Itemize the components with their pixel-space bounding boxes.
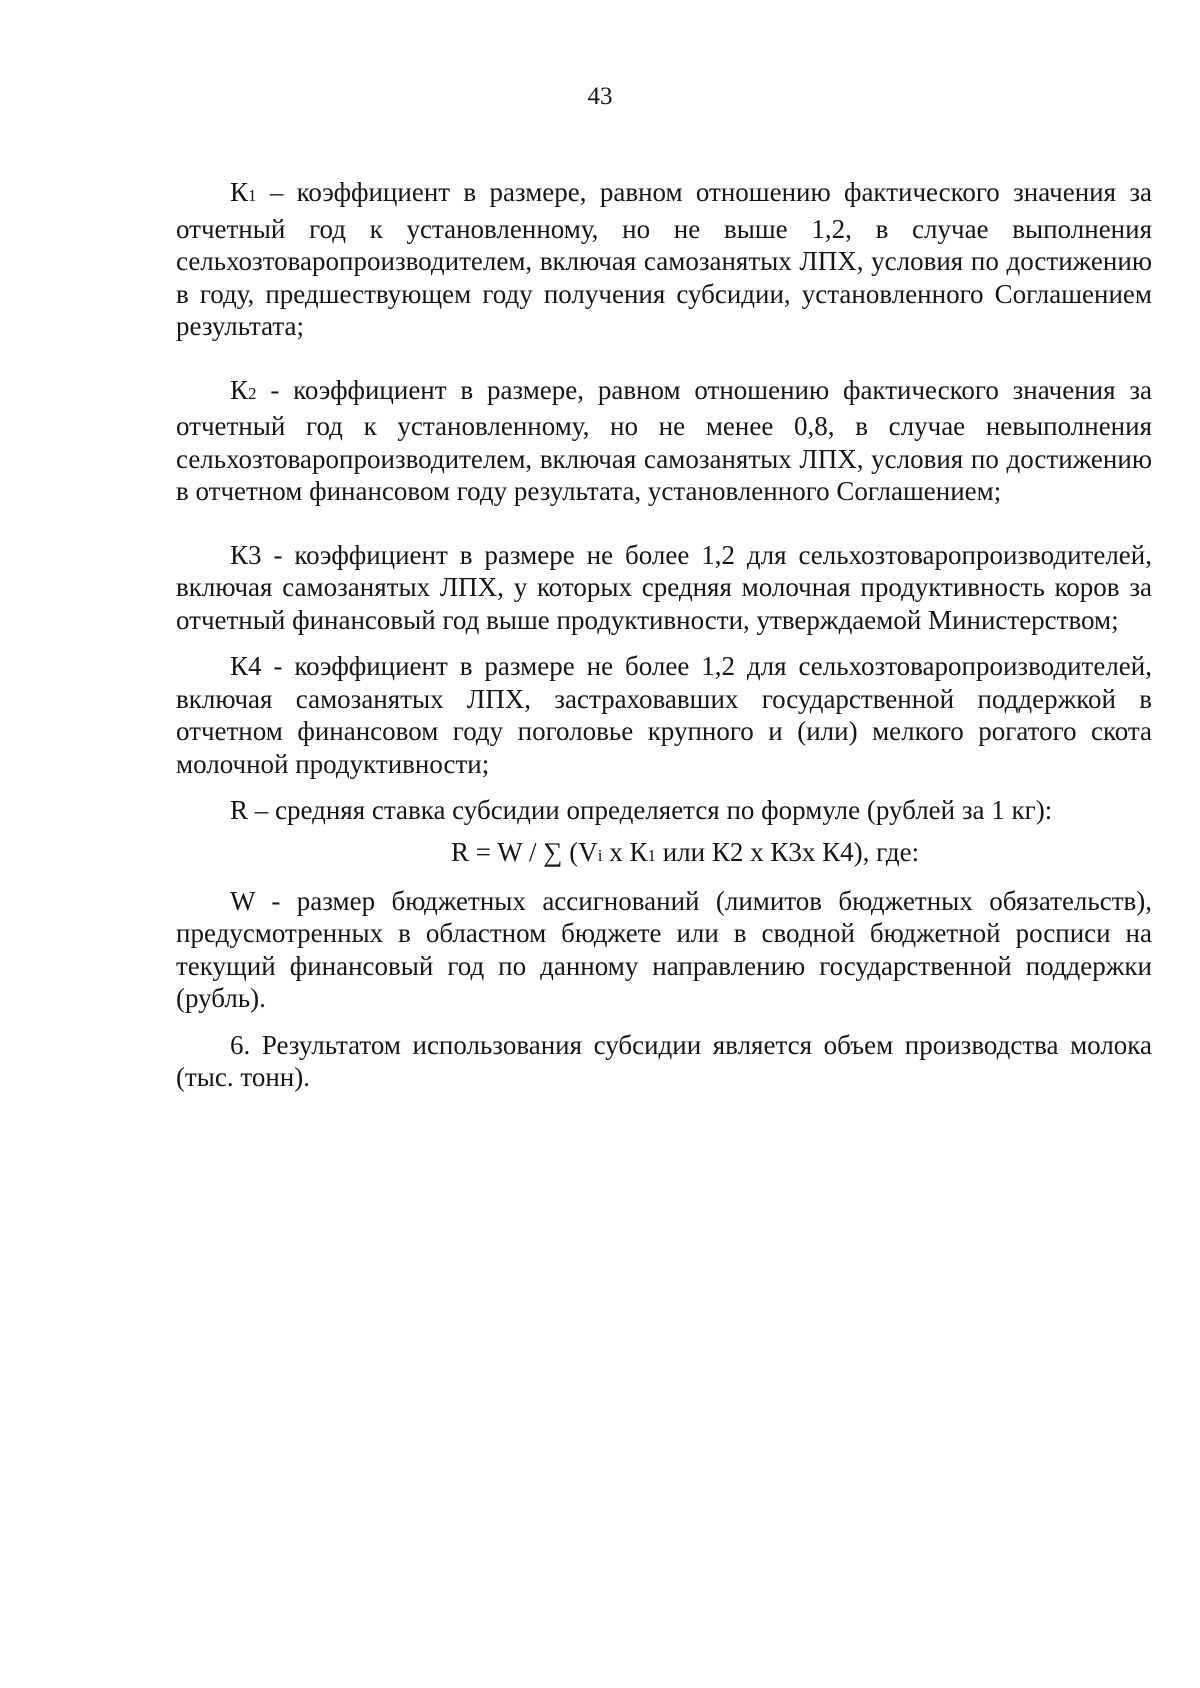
- paragraph-k4: [176, 650, 1152, 780]
- paragraph-w: W - размер бюджетных ассигнований (лимитов бюджетных обязательств), предусмотренных в областном бюджете или в сводной бюджетной росписи на текущий финансовый год по данному направлению государственной поддержки (рубль).: [176, 885, 1152, 1013]
- paragraph-item-6: 6. Результатом использования субсидии является объем производства молока (тыс. тонн).: [176, 1029, 1152, 1092]
- formula-part3: или К2 х К3х К4), где:: [655, 836, 920, 867]
- k2-symbol: К: [230, 374, 249, 405]
- k2-text: - коэффициент в размере, равном отношению фактического значения за отчетный год к установленному, но не менее 0,8, в случае невыполнения сельхозтоваропроизводителем, включая самозанятых ЛПХ, условия по достижению в отчетном финансовом году результата, установленного Соглашением;: [176, 374, 1152, 506]
- formula-sub-i: i: [597, 845, 603, 865]
- paragraph-k3: [176, 539, 1152, 637]
- paragraph-k2: [176, 374, 1152, 508]
- k2-index: 2: [248, 383, 257, 403]
- k1-index: 1: [248, 186, 257, 205]
- k3-text: - коэффициент в размере не более 1,2 для сельхозтоваропроизводителей, включая самозанятых ЛПХ, у которых средняя молочная продуктивность коров за отчетный финансовый год выше продуктивности, утверждаемой Министерством;: [176, 539, 1152, 635]
- formula-part2: х К: [602, 836, 648, 867]
- paragraph-k1: [176, 176, 1152, 343]
- formula: [176, 835, 1152, 873]
- k1-text: – коэффициент в размере, равном отношению фактического значения за отчетный год к установленному, но не выше 1,2, в случае выполнения сельхозтоваропроизводителем, включая самозанятых ЛПХ, условия по достижению в году, предшествующем году получения субсидии, установленного Соглашением результата;: [176, 177, 1152, 341]
- page-number: 43: [587, 83, 613, 110]
- document-body: [176, 176, 1152, 1094]
- k4-text: - коэффициент в размере не более 1,2 для сельхозтоваропроизводителей, включая самозанятых ЛПХ, застраховавших государственной поддержкой в отчетном финансовом году поголовье крупного и (или) мелкого рогатого скота молочной продуктивности;: [176, 651, 1152, 779]
- k1-symbol: К: [230, 177, 249, 207]
- formula-sub-1: 1: [647, 845, 656, 865]
- paragraph-r: R – средняя ставка субсидии определяется по формуле (рублей за 1 кг):: [230, 795, 1053, 825]
- k3-symbol: К3: [230, 539, 262, 570]
- k4-symbol: К4: [230, 651, 262, 681]
- formula-part1: R = W / ∑ (V: [451, 836, 598, 867]
